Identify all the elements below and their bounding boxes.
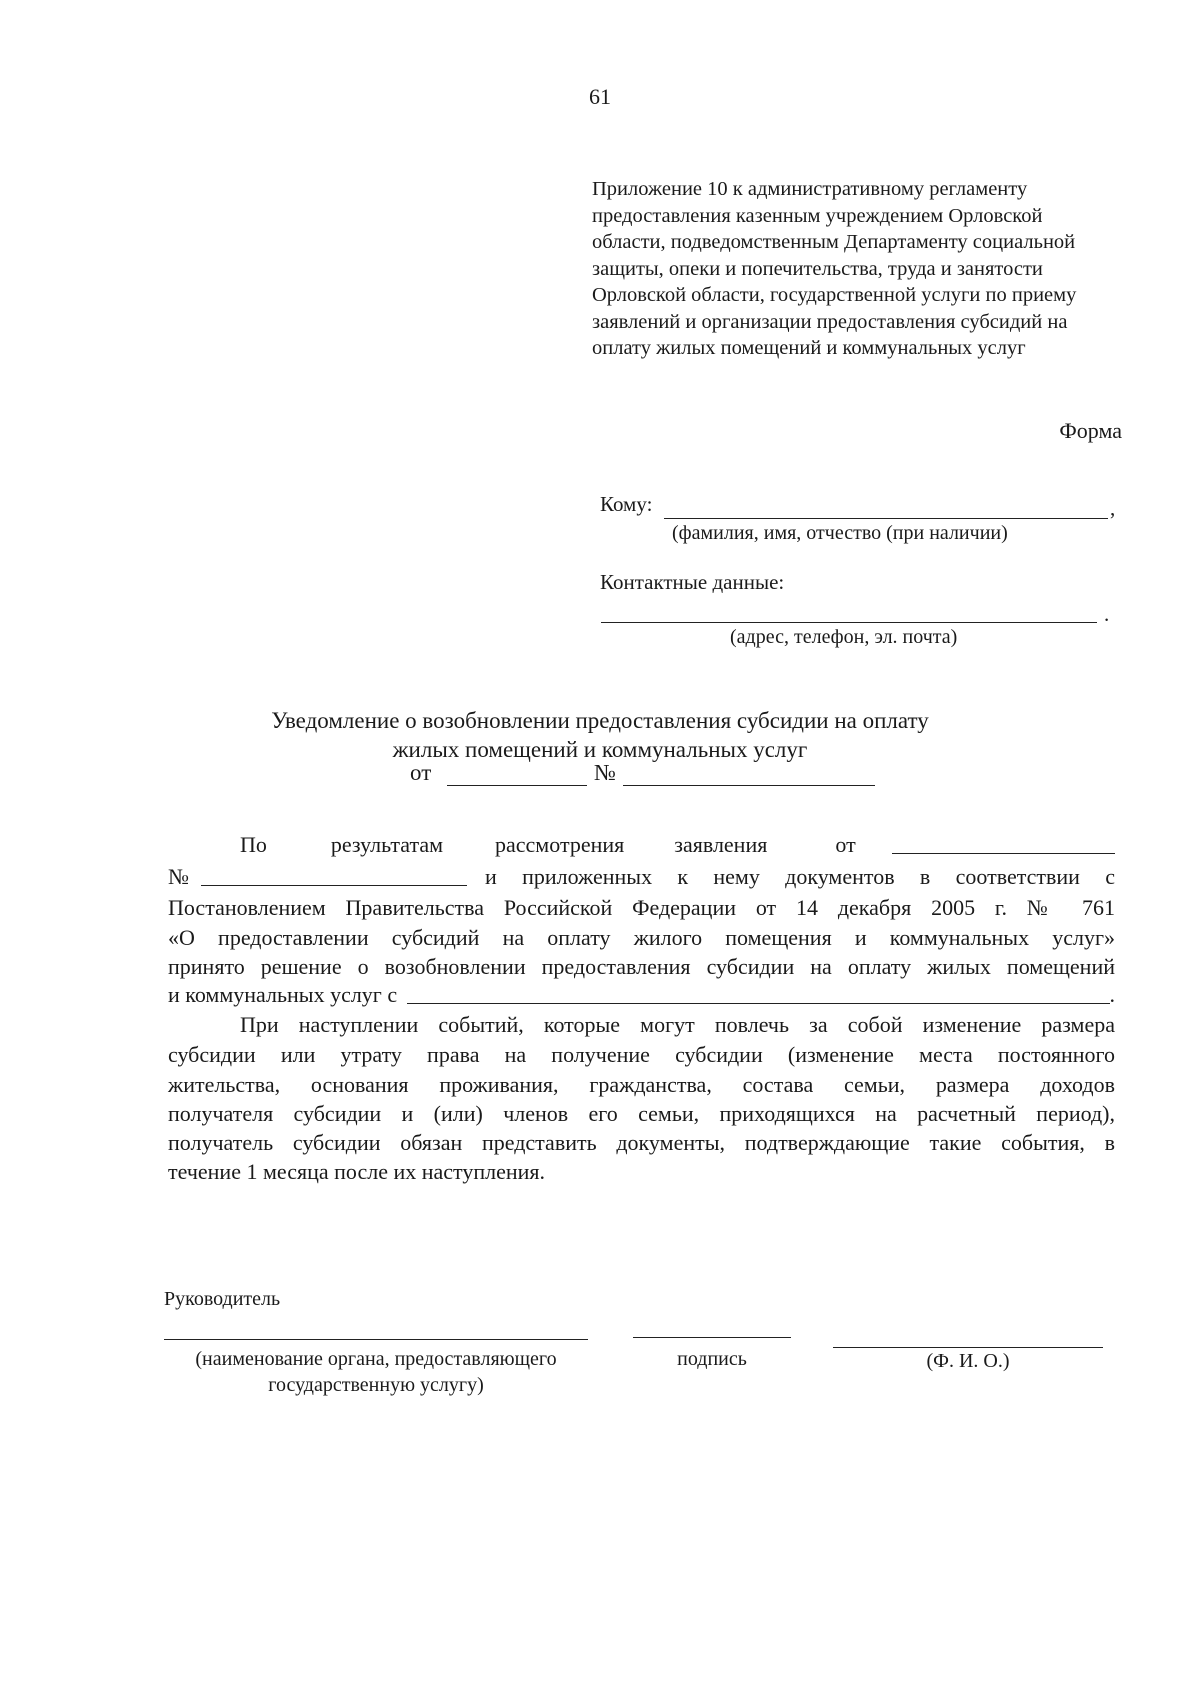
contacts-label: Контактные данные: (600, 570, 785, 594)
body-line: субсидии или утрату права на получение субсидии (изменение места постоянного (168, 1042, 1115, 1067)
appendix-line: области, подведомственным Департаменту социальной (592, 231, 1076, 253)
application-date-fill-line (892, 853, 1115, 854)
body-text: и приложенных к нему документов в соответствии с (485, 864, 1115, 889)
appendix-line: предоставления казенным учреждением Орловской (592, 204, 1043, 227)
full-name-caption: (Ф. И. О.) (926, 1350, 1010, 1372)
caption-line: (наименование органа, предоставляющего (195, 1348, 557, 1370)
body-line: жительства, основания проживания, гражданства, состава семьи, размера доходов (168, 1072, 1115, 1097)
resume-date-fill-line (407, 1003, 1109, 1004)
page-number: 61 (589, 84, 611, 109)
body-text: При наступлении событий, которые могут повлечь за собой изменение размера (240, 1012, 1115, 1037)
org-name-caption (164, 1346, 588, 1398)
form-label: Форма (1059, 418, 1122, 443)
contacts-suffix: . (1104, 602, 1110, 626)
body-number-sign: № (168, 864, 189, 889)
title-line: жилых помещений и коммунальных услуг (392, 737, 808, 762)
body-line (168, 864, 1115, 890)
body-line: Постановлением Правительства Российской Федерации от 14 декабря 2005 г. № 761 (168, 895, 1115, 920)
body-line: получатель субсидии обязан представить документы, подтверждающие такие события, в (168, 1130, 1115, 1155)
appendix-line: Приложение 10 к административному регламенту (592, 178, 1028, 200)
title-from-label: от (410, 760, 432, 785)
contacts-hint: (адрес, телефон, эл. почта) (730, 626, 958, 648)
body-line: принято решение о возобновлении предоставления субсидии на оплату жилых помещений (168, 954, 1115, 979)
body-line (168, 982, 1115, 1008)
to-label: Кому: (600, 492, 653, 516)
appendix-line: защиты, опеки и попечительства, труда и занятости (592, 257, 1043, 280)
contacts-fill-line (601, 622, 1097, 623)
appendix-header (592, 176, 1132, 362)
title-date-fill-line (447, 785, 587, 786)
appendix-line: Орловской области, государственной услуги по приему (592, 284, 1077, 306)
body-line: «О предоставлении субсидий на оплату жилого помещения и коммунальных услуг» (168, 925, 1115, 950)
appendix-line: заявлений и организации предоставления субсидий на (592, 310, 1068, 333)
to-suffix: , (1110, 496, 1116, 520)
body-text-end: . (1109, 982, 1115, 1007)
signature-fill-line (633, 1337, 791, 1338)
notice-title (0, 706, 1200, 764)
body-word: рассмотрения (495, 832, 625, 857)
body-word: По (240, 832, 267, 857)
body-word: от (835, 832, 856, 857)
to-fill-line (664, 518, 1108, 519)
signatory-role: Руководитель (164, 1288, 281, 1310)
body-word: результатам (330, 832, 444, 857)
title-line: Уведомление о возобновлении предоставления субсидии на оплату (271, 708, 929, 733)
appendix-line: оплату жилых помещений и коммунальных услуг (592, 337, 1026, 359)
signature-caption: подпись (677, 1348, 747, 1370)
body-line (168, 832, 1115, 858)
body-word: заявления (674, 832, 768, 857)
body-text: и коммунальных услуг с (168, 982, 398, 1007)
to-hint: (фамилия, имя, отчество (при наличии) (672, 522, 1008, 544)
title-number-label: № (594, 760, 616, 785)
body-line (168, 1012, 1115, 1038)
application-number-fill-line (201, 885, 467, 886)
title-number-fill-line (623, 785, 875, 786)
org-name-fill-line (164, 1339, 588, 1340)
body-line: течение 1 месяца после их наступления. (168, 1159, 546, 1184)
caption-line: государственную услугу) (268, 1374, 484, 1396)
full-name-fill-line (833, 1347, 1103, 1348)
body-line: получателя субсидии и (или) членов его семьи, приходящихся на расчетный период), (168, 1101, 1115, 1126)
